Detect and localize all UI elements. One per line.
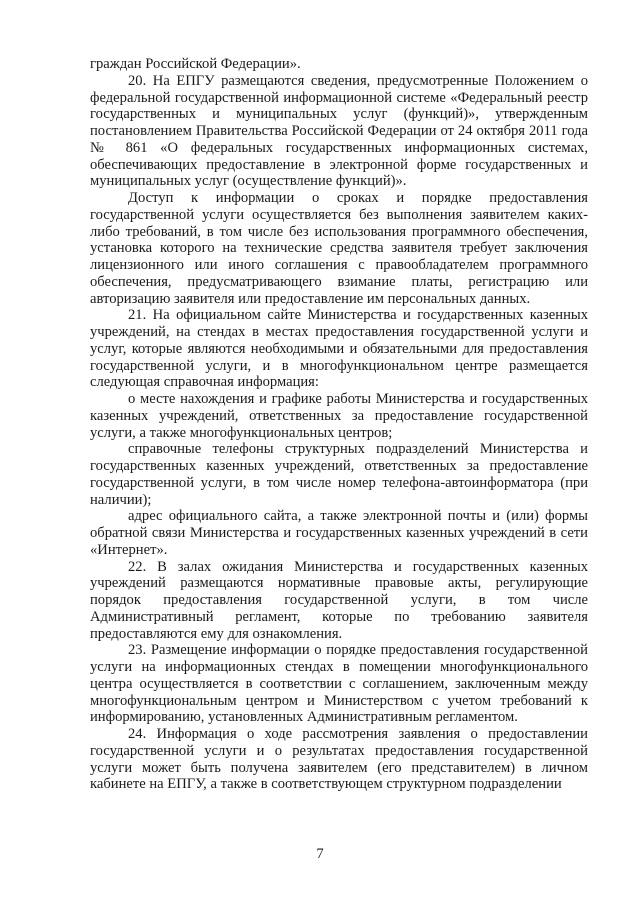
paragraph-access: Доступ к информации о сроках и порядке предоставления государственной услуги осуществляется без выполнения заявителем каких-либо требований, в том числе без использования программного обеспечения, установка которого на технические средства заявителя требует заключения лицензионного или иного соглашения с правообладателем программного обеспечения, предусматривающего взимание платы, регистрацию или авторизацию заявителя или предоставление им персональных данных.: [90, 190, 588, 307]
paragraph-21-item-location: о месте нахождения и графике работы Министерства и государственных казенных учреждений, ответственных за предоставление государственной услуги, а также многофункциональных центров;: [90, 391, 588, 441]
body-text: [90, 56, 588, 793]
paragraph-23: 23. Размещение информации о порядке предоставления государственной услуги на информационных стендах в помещении многофункционального центра осуществляется в соответствии с соглашением, заключенным между многофункциональным центром и Министерством с учетом требований к информированию, установленных Административным регламентом.: [90, 642, 588, 726]
paragraph-22: 22. В залах ожидания Министерства и государственных казенных учреждений размещаются нормативные правовые акты, регулирующие порядок предоставления государственной услуги, в том числе Административный регламент, которые по требованию заявителя предоставляются ему для ознакомления.: [90, 558, 588, 642]
paragraph-21: 21. На официальном сайте Министерства и государственных казенных учреждений, на стендах в местах предоставления государственной услуги и услуг, которые являются необходимыми и обязательными для предоставления государственной услуги, и в многофункциональном центре размещается следующая справочная информация:: [90, 307, 588, 391]
page-number: 7: [316, 846, 324, 862]
paragraph-21-item-website: адрес официального сайта, а также электронной почты и (или) формы обратной связи Министерства и государственных казенных учреждений в сети «Интернет».: [90, 508, 588, 558]
paragraph-21-item-phones: справочные телефоны структурных подразделений Министерства и государственных казенных учреждений, ответственных за предоставление государственной услуги, в том числе номер телефона-автоинформатора (при наличии);: [90, 441, 588, 508]
paragraph-24: 24. Информация о ходе рассмотрения заявления о предоставлении государственной услуги и о результатах предоставления государственной услуги может быть получена заявителем (его представителем) в личном кабинете на ЕПГУ, а также в соответствующем структурном подразделении: [90, 726, 588, 793]
paragraph-continuation: граждан Российской Федерации».: [90, 56, 301, 72]
paragraph-20: 20. На ЕПГУ размещаются сведения, предусмотренные Положением о федеральной государственной информационной системе «Федеральный реестр государственных и муниципальных услуг (функций)», утвержденным постановлением Правительства Российской Федерации от 24 октября 2011 года № 861 «О федеральных государственных информационных системах, обеспечивающих предоставление в электронной форме государственных и муниципальных услуг (осуществление функций)».: [90, 72, 588, 190]
